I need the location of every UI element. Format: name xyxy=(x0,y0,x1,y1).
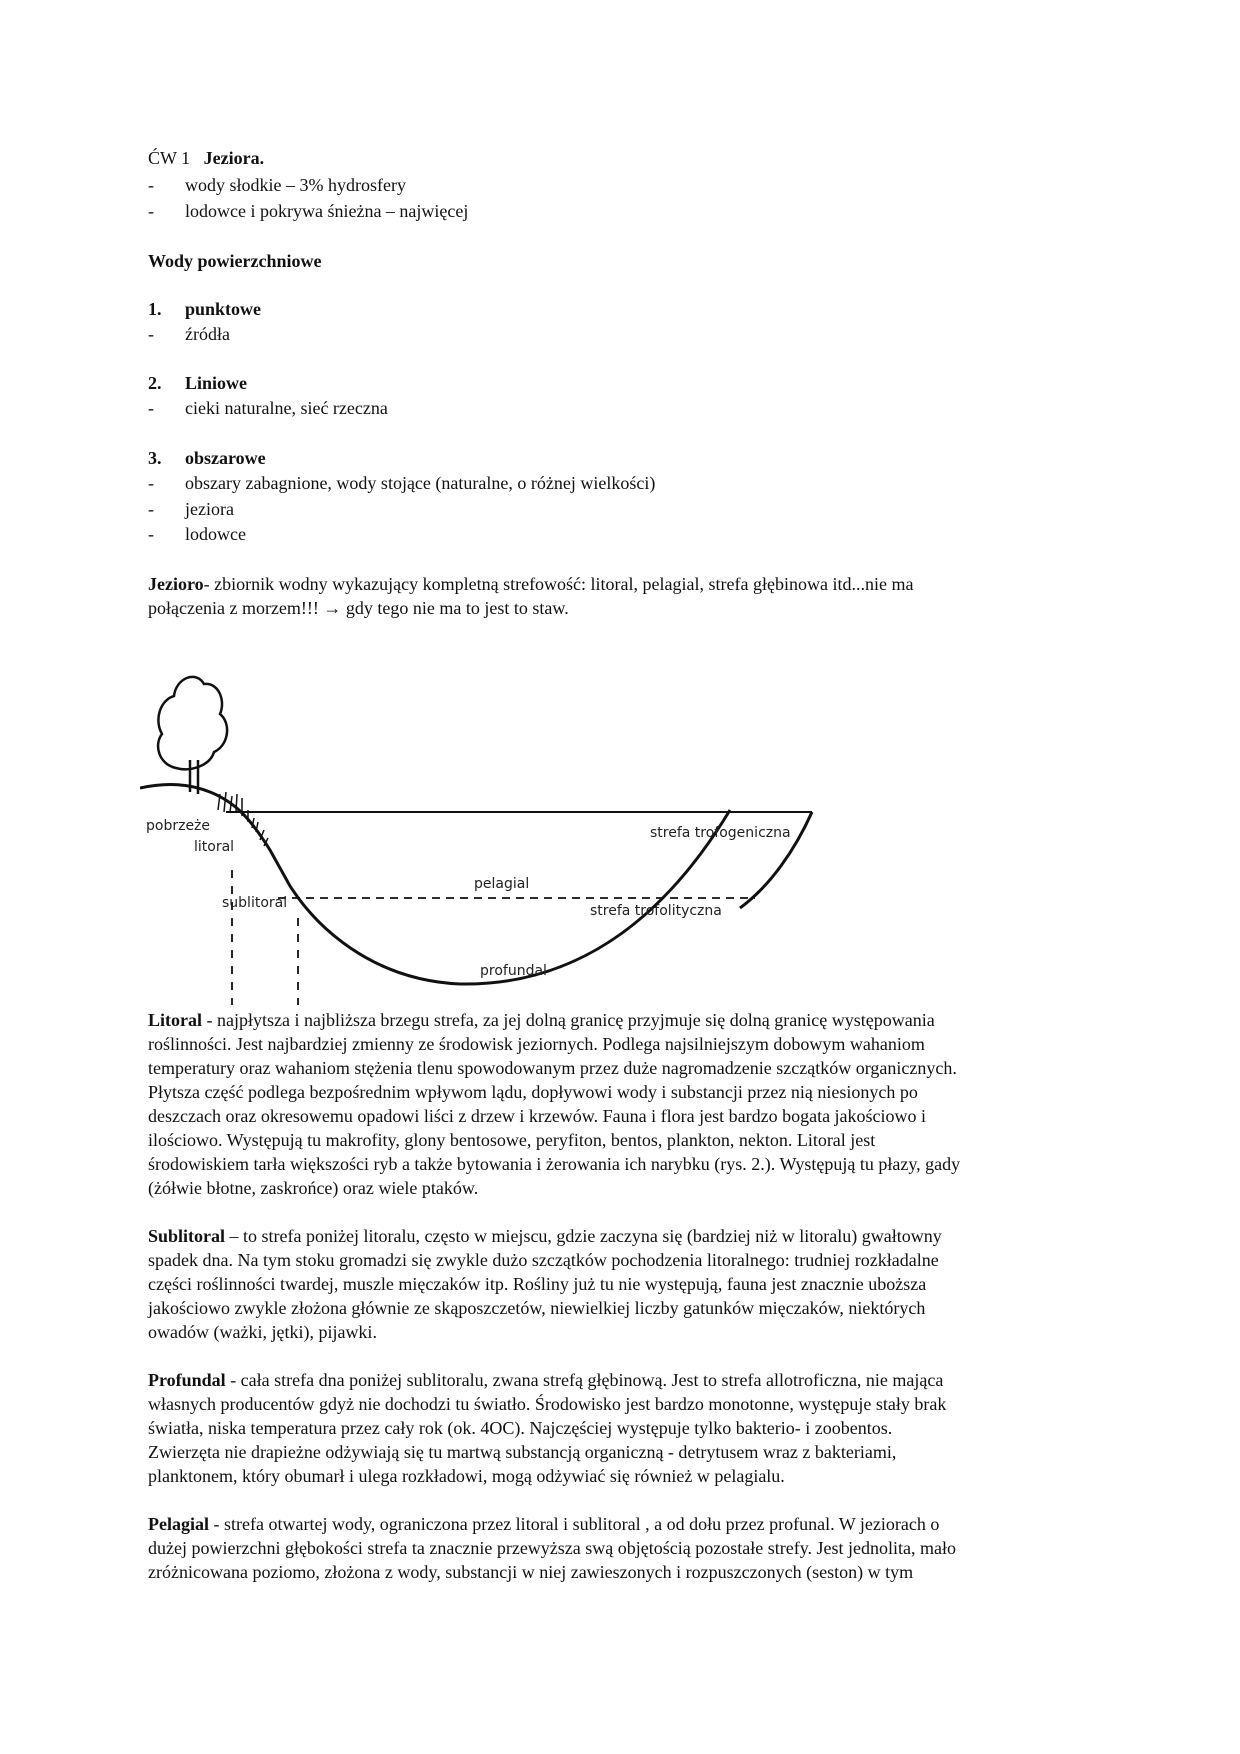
paragraph-line: owadów (ważki, jętki), pijawki. xyxy=(148,1322,377,1342)
list-item: źródła xyxy=(185,324,230,344)
tree-icon xyxy=(158,677,227,794)
paragraph-line: środowiskiem tarła większości ryb a także bytowania i żerowania ich narybku (rys. 2.). Występują tu płazy, gady xyxy=(148,1154,961,1174)
list-item: wody słodkie – 3% hydrosfery xyxy=(185,175,406,195)
group-title: obszarowe xyxy=(185,448,266,468)
paragraph-line: spadek dna. Na tym stoku gromadzi się zwykle dużo szczątków pochodzenia litoralnego: trudniej rozkładalne xyxy=(148,1250,939,1270)
paragraph-line: - najpłytsza i najbliższa brzegu strefa, za jej dolną granicę przyjmuje się dolną granicę występowania xyxy=(202,1010,935,1030)
list-dash: - xyxy=(148,324,154,344)
paragraph-line: własnych producentów gdyż nie dochodzi tu światło. Środowisko jest bardzo monotonne, występuje stały brak xyxy=(148,1394,947,1414)
list-item: cieki naturalne, sieć rzeczna xyxy=(185,398,388,418)
paragraph-line: (żółwie błotne, zaskrońce) oraz wiele ptaków. xyxy=(148,1178,479,1198)
group-number: 1. xyxy=(148,299,162,319)
paragraph-line: planktonem, który obumarł i ulega rozkładowi, mogą odżywiać się również w pelagialu. xyxy=(148,1466,785,1486)
list-dash: - xyxy=(148,524,154,544)
paragraph-line: światła, niska temperatura przez cały rok (ok. 4OC). Najczęściej występuje tylko bakterio- i zoobentos. xyxy=(148,1418,893,1438)
section-title: Wody powierzchniowe xyxy=(148,251,322,271)
list-item: lodowce i pokrywa śnieżna – najwięcej xyxy=(185,201,469,221)
list-dash: - xyxy=(148,499,154,519)
list-dash: - xyxy=(148,201,154,221)
paragraph-line: – to strefa poniżej litoralu, często w miejscu, gdzie zaczyna się (bardziej niż w litoralu) gwałtowny xyxy=(225,1226,942,1246)
label-trofolityczna: strefa trofolityczna xyxy=(590,903,722,919)
label-pobrzeze: pobrzeże xyxy=(146,818,211,834)
paragraph-term: Profundal xyxy=(148,1370,226,1390)
definition-text: połączenia z morzem!!! → gdy tego nie ma to jest to staw. xyxy=(148,598,569,618)
label-profundal: profundal xyxy=(480,963,547,979)
paragraph-line: zróżnicowana poziomo, złożona z wody, substancji w niej zawieszonych i rozpuszczonych (seston) w tym xyxy=(148,1562,914,1582)
group-title: punktowe xyxy=(185,299,262,319)
paragraph-line: ilościowo. Występują tu makrofity, glony bentosowe, peryfiton, bentos, plankton, nekton. Litoral jest xyxy=(148,1130,876,1150)
group-number: 2. xyxy=(148,373,162,393)
lake-zones-diagram xyxy=(140,660,840,1010)
label-trofogeniczna: strefa trofogeniczna xyxy=(650,825,791,841)
paragraph-line: deszczach oraz okresowemu opadowi liści z drzew i krzewów. Fauna i flora jest bardzo bogata jakościowo i xyxy=(148,1106,927,1126)
group-title: Liniowe xyxy=(185,373,248,393)
list-dash: - xyxy=(148,398,154,418)
label-litoral: litoral xyxy=(194,839,235,855)
paragraph-term: Sublitoral xyxy=(148,1226,226,1246)
list-dash: - xyxy=(148,175,154,195)
paragraph-line: temperatury oraz wahaniom stężenia tlenu spowodowanym przez duże nagromadzenie szczątków organicznych. xyxy=(148,1058,957,1078)
lake-basin-outline xyxy=(140,785,730,985)
list-item: jeziora xyxy=(185,499,234,519)
paragraph-line: roślinności. Jest najbardziej zmienny ze środowisk jeziornych. Podlega najsilniejszym dobowym wahaniom xyxy=(148,1034,925,1054)
shore-vegetation xyxy=(218,792,268,846)
label-pelagial: pelagial xyxy=(474,876,530,892)
paragraph-sublitoral xyxy=(148,1224,1093,1344)
paragraph-term: Litoral xyxy=(148,1010,202,1030)
paragraph-line: jakościowo zwykle złożona głównie ze skąposzczetów, niewielkiej liczby gatunków mięczaków, niektórych xyxy=(148,1298,926,1318)
paragraph-pelagial xyxy=(148,1512,1093,1584)
paragraph-line: części roślinności twardej, muszle mięczaków itp. Rośliny już tu nie występują, fauna jest znacznie uboższa xyxy=(148,1274,927,1294)
list-item: lodowce xyxy=(185,524,246,544)
list-item: obszary zabagnione, wody stojące (naturalne, o różnej wielkości) xyxy=(185,473,656,493)
paragraph-line: Zwierzęta nie drapieżne odżywiają się tu martwą substancją organiczną - detrytusem wraz z bakteriami, xyxy=(148,1442,897,1462)
definition-paragraph xyxy=(148,572,1093,620)
paragraph-profundal xyxy=(148,1368,1093,1488)
group-number: 3. xyxy=(148,448,162,468)
paragraph-line: dużej powierzchni głębokości strefa ta znacznie przewyższa swą objętością pozostałe strefy. Jest jednolita, mało xyxy=(148,1538,957,1558)
exercise-title: Jeziora. xyxy=(203,148,265,168)
list-dash: - xyxy=(148,473,154,493)
page-title xyxy=(148,146,264,170)
paragraph-line: - strefa otwartej wody, ograniczona przez litoral i sublitoral , a od dołu przez profunal. W jeziorach o xyxy=(209,1514,940,1534)
paragraph-litoral xyxy=(148,1008,1093,1200)
label-sublitoral: sublitoral xyxy=(222,895,288,911)
paragraph-line: - cała strefa dna poniżej sublitoralu, zwana strefą głębinową. Jest to strefa allotroficzna, nie mająca xyxy=(225,1370,944,1390)
paragraph-term: Pelagial xyxy=(148,1514,209,1534)
definition-text: - zbiornik wodny wykazujący kompletną strefowość: litoral, pelagial, strefa głębinowa itd...nie ma xyxy=(203,574,914,594)
exercise-prefix: ĆW 1 xyxy=(148,148,191,168)
paragraph-line: Płytsza część podlega bezpośrednim wpływom lądu, dopływowi wody i substancji przez nią niesionych po xyxy=(148,1082,918,1102)
definition-term: Jezioro xyxy=(148,574,204,594)
